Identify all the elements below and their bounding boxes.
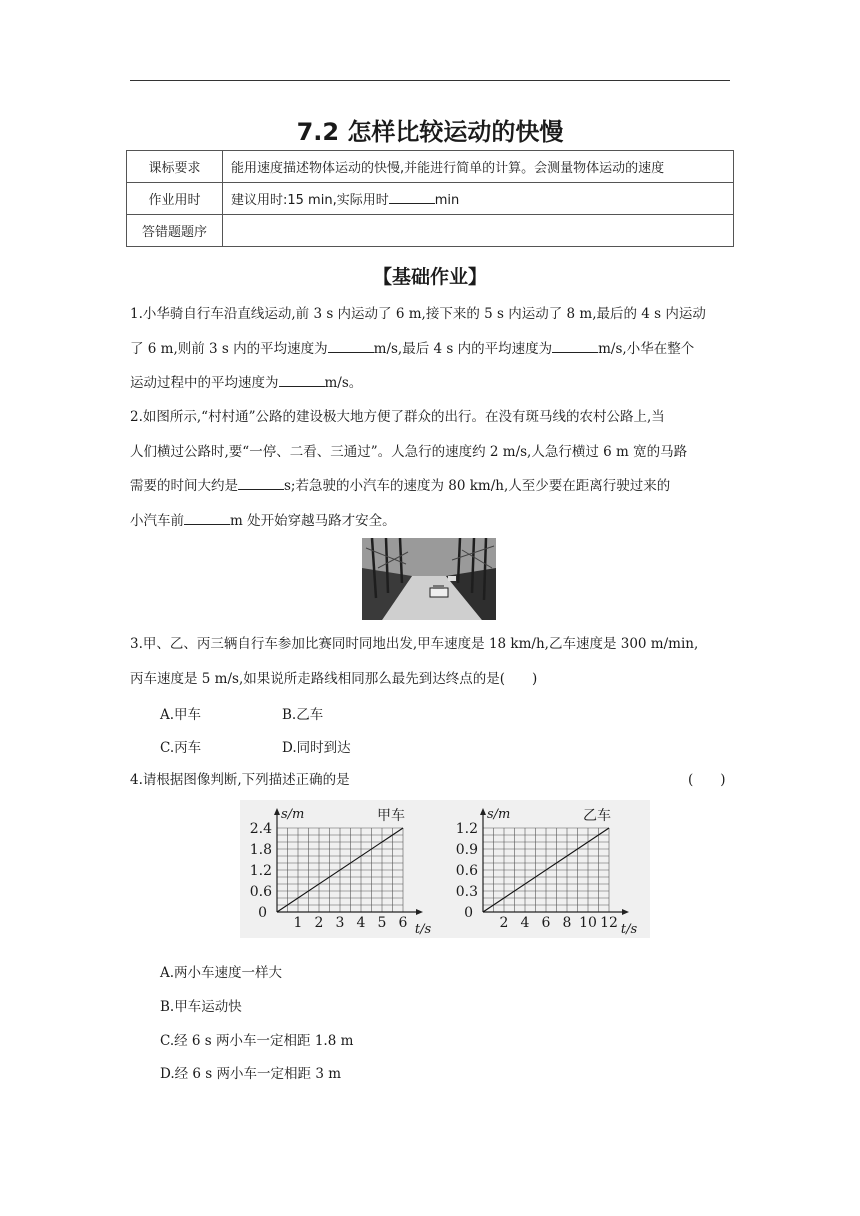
q3-line1: 3.甲、乙、丙三辆自行车参加比赛同时同地出发,甲车速度是 18 km/h,乙车速度是 300 m/min, — [130, 636, 699, 652]
y-axis-label: s/m — [487, 807, 511, 822]
q4-answer-paren[interactable]: ( ) — [688, 772, 726, 788]
time-prefix: 建议用时:15 min,实际用时 — [231, 193, 389, 208]
y-tick-label: 0.3 — [455, 884, 478, 900]
origin-label: 0 — [464, 905, 473, 921]
q1-text-d: 运动过程中的平均速度为 — [130, 375, 279, 391]
x-axis-label: t/s — [620, 922, 638, 937]
y-axis-label: s/m — [281, 807, 305, 822]
y-tick-label: 1.8 — [249, 842, 272, 858]
table-key: 答错题题序 — [127, 215, 223, 247]
x-tick-label: 3 — [335, 915, 345, 931]
q1-text-e: m/s。 — [324, 375, 363, 391]
top-rule — [130, 80, 730, 81]
question-3 — [130, 627, 734, 696]
x-tick-label: 6 — [398, 915, 408, 931]
s-t-graphs — [240, 800, 650, 938]
q2-line4 — [130, 504, 734, 539]
q1-blank-3[interactable] — [279, 372, 325, 387]
q2-blank-1[interactable] — [238, 475, 284, 490]
q2-blank-2[interactable] — [184, 510, 230, 525]
time-blank[interactable] — [389, 189, 435, 204]
q1-text-a: 了 6 m,则前 3 s 内的平均速度为 — [130, 340, 328, 357]
q2-line3 — [130, 469, 734, 504]
y-tick-label: 1.2 — [455, 821, 478, 837]
q4-option-a[interactable]: A.两小车速度一样大 — [160, 965, 283, 981]
y-tick-label: 1.2 — [249, 863, 272, 879]
table-row — [127, 215, 734, 247]
q4-option-c[interactable]: C.经 6 s 两小车一定相距 1.8 m — [160, 1033, 354, 1049]
y-tick-label: 0.6 — [249, 884, 272, 900]
x-tick-label: 6 — [541, 915, 551, 931]
y-tick-label: 0.6 — [455, 863, 478, 879]
x-tick-label: 4 — [520, 915, 530, 931]
q1-text-c: m/s,小华在整个 — [598, 340, 695, 357]
x-axis-label: t/s — [414, 922, 432, 937]
q2-text-b: s;若急驶的小汽车的速度为 80 km/h,人至少要在距离行驶过来的 — [284, 478, 671, 494]
x-tick-label: 5 — [377, 915, 387, 931]
q2-line2: 人们横过公路时,要“一停、二看、三通过”。人急行的速度约 2 m/s,人急行横过 6 m 宽的马路 — [130, 443, 688, 460]
q1-text-b: m/s,最后 4 s 内的平均速度为 — [373, 340, 553, 357]
rural-road-photo — [362, 538, 496, 620]
question-2 — [130, 400, 734, 538]
q4-option-b[interactable]: B.甲车运动快 — [160, 999, 242, 1015]
x-tick-label: 12 — [600, 915, 618, 931]
q1-line2 — [130, 332, 734, 367]
q2-line1: 2.如图所示,“村村通”公路的建设极大地方便了群众的出行。在没有斑马线的农村公路上,当 — [130, 409, 665, 425]
x-tick-label: 8 — [562, 915, 572, 931]
q1-line1: 1.小华骑自行车沿直线运动,前 3 s 内运动了 6 m,接下来的 5 s 内运动了 8 m,最后的 4 s 内运动 — [130, 306, 706, 322]
origin-label: 0 — [258, 905, 267, 921]
chart-title: 甲车 — [377, 808, 405, 824]
table-row — [127, 151, 734, 183]
question-1 — [130, 297, 734, 401]
section-title: 【基础作业】 — [372, 266, 487, 288]
q3-option-b[interactable]: B.乙车 — [282, 707, 324, 723]
table-value — [223, 183, 734, 215]
q1-blank-1[interactable] — [328, 338, 374, 353]
q1-blank-2[interactable] — [552, 338, 598, 353]
table-row — [127, 183, 734, 215]
table-key: 作业用时 — [127, 183, 223, 215]
time-unit: min — [434, 193, 460, 208]
q4-option-d[interactable]: D.经 6 s 两小车一定相距 3 m — [160, 1066, 341, 1082]
q3-option-c[interactable]: C.丙车 — [160, 740, 202, 756]
page-title: 7.2 怎样比较运动的快慢 — [296, 118, 564, 146]
q2-text-d: m 处开始穿越马路才安全。 — [230, 512, 396, 529]
chart-title: 乙车 — [583, 808, 611, 824]
q2-text-c: 小汽车前 — [130, 512, 184, 529]
q3-option-d[interactable]: D.同时到达 — [282, 740, 351, 756]
wrong-answers-cell[interactable] — [223, 215, 734, 247]
q4-stem: 4.请根据图像判断,下列描述正确的是 — [130, 772, 350, 788]
table-key: 课标要求 — [127, 151, 223, 183]
x-tick-label: 2 — [499, 915, 509, 931]
table-value: 能用速度描述物体运动的快慢,并能进行简单的计算。会测量物体运动的速度 — [223, 151, 734, 183]
q1-line3 — [130, 366, 734, 401]
q3-option-a[interactable]: A.甲车 — [160, 707, 202, 723]
q2-text-a: 需要的时间大约是 — [130, 478, 238, 494]
x-tick-label: 1 — [293, 915, 303, 931]
q3-line2: 丙车速度是 5 m/s,如果说所走路线相同那么最先到达终点的是( ) — [130, 670, 538, 687]
x-tick-label: 10 — [579, 915, 597, 931]
info-table — [126, 150, 734, 247]
x-tick-label: 4 — [356, 915, 366, 931]
y-tick-label: 0.9 — [455, 842, 478, 858]
y-tick-label: 2.4 — [249, 821, 272, 837]
x-tick-label: 2 — [314, 915, 324, 931]
